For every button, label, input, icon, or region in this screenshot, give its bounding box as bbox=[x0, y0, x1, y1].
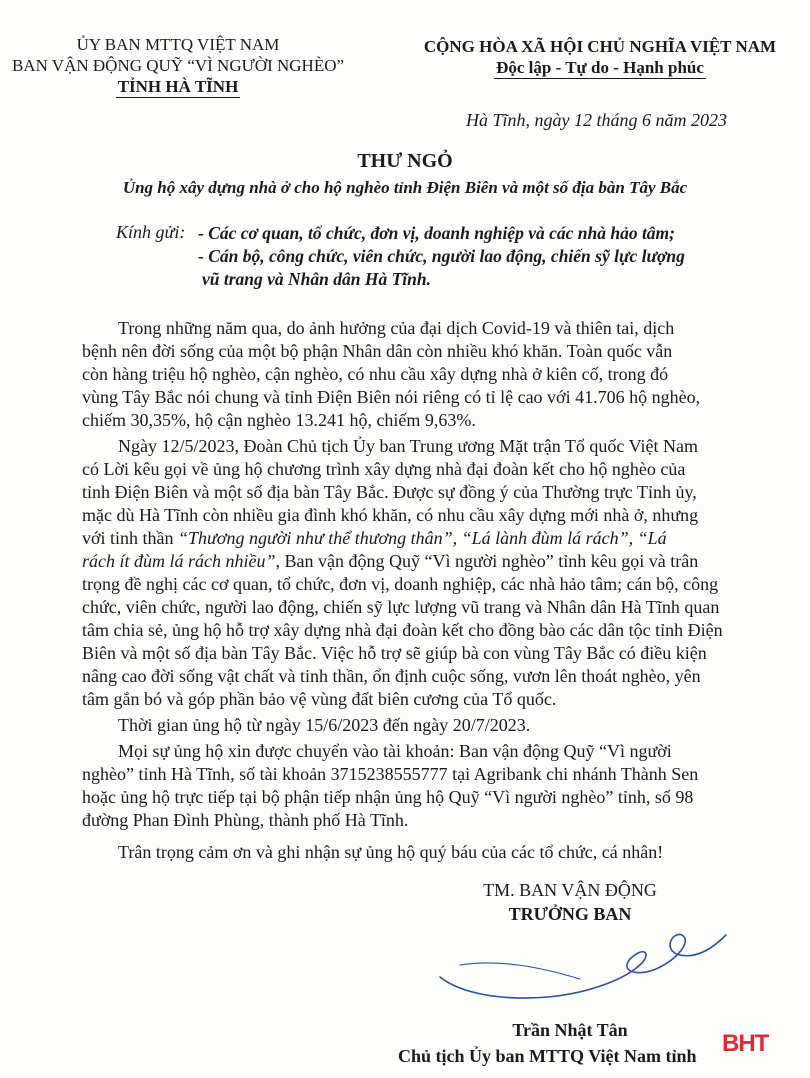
place-date: Hà Tĩnh, ngày 12 tháng 6 năm 2023 bbox=[466, 110, 727, 130]
p2-line-8: chức, viên chức, người lao động, chiến sỹ lực lượng vũ trang và Nhân dân Hà Tĩnh quan bbox=[82, 597, 720, 617]
p1-line-1: Trong những năm qua, do ảnh hưởng của đại dịch Covid-19 và thiên tai, dịch bbox=[118, 318, 675, 338]
national-motto-subtitle: Độc lập - Tự do - Hạnh phúc bbox=[496, 58, 704, 77]
signature-title: TRƯỞNG BAN bbox=[508, 904, 632, 924]
signer-position: Chủ tịch Ủy ban MTTQ Việt Nam tỉnh bbox=[398, 1046, 697, 1066]
paragraph-1 bbox=[82, 317, 772, 432]
issuer-line-1: ỦY BAN MTTQ VIỆT NAM bbox=[76, 35, 280, 54]
recipients-list bbox=[198, 222, 685, 291]
national-header bbox=[390, 36, 810, 79]
bht-watermark-logo bbox=[722, 1030, 768, 1058]
paragraph-5 bbox=[82, 841, 772, 864]
p4-line-2: nghèo” tỉnh Hà Tĩnh, số tài khoản 3715238555777 tại Agribank chi nhánh Thành Sen bbox=[82, 764, 699, 784]
p3-line-1: Thời gian ủng hộ từ ngày 15/6/2023 đến ngày 20/7/2023. bbox=[118, 715, 531, 735]
p4-line-4: đường Phan Đình Phùng, thành phố Hà Tĩnh. bbox=[82, 810, 409, 830]
p2-line-6 bbox=[82, 551, 698, 571]
signature-block bbox=[420, 878, 720, 926]
watermark-text: BHT bbox=[722, 1030, 769, 1057]
p2-line-3: tỉnh Điện Biên và một số địa bàn Tây Bắc. Được sự đồng ý của Thường trực Tỉnh ủy, bbox=[82, 482, 697, 502]
p2-line-11: nâng cao đời sống vật chất và tinh thần, ổn định cuộc sống, vươn lên thoát nghèo, yên bbox=[82, 666, 701, 686]
p2-line-4: mặc dù Hà Tĩnh còn nhiều gia đình khó khăn, có nhu cầu xây dựng mới nhà ở, nhưng bbox=[82, 505, 699, 525]
p1-line-4: vùng Tây Bắc nói chung và tỉnh Điện Biên nói riêng có tỉ lệ cao với 41.706 hộ nghèo, bbox=[82, 387, 701, 407]
issuer-line-2: BAN VẬN ĐỘNG QUỸ “VÌ NGƯỜI NGHÈO” bbox=[11, 56, 345, 75]
p2-line-5-quote: “Thương người như thể thương thân”, “Lá lành đùm lá rách”, “Lá bbox=[178, 528, 667, 548]
p4-line-3: hoặc ủng hộ trực tiếp tại bộ phận tiếp nhận ủng hộ Quỹ “Vì người nghèo” tỉnh, số 98 bbox=[82, 787, 694, 807]
p2-line-7: trọng đề nghị các cơ quan, tổ chức, đơn vị, doanh nghiệp, các nhà hảo tâm; cán bộ, công bbox=[82, 574, 719, 594]
handwritten-signature bbox=[430, 925, 730, 1015]
recipients-label: Kính gửi: bbox=[116, 222, 186, 242]
paragraph-3 bbox=[82, 714, 772, 737]
p2-line-9: tâm chia sẻ, ủng hộ hỗ trợ xây dựng nhà đại đoàn kết cho đồng bào các dân tộc tỉnh Điện bbox=[82, 620, 723, 640]
paragraph-2 bbox=[82, 435, 772, 711]
document-subtitle: Ủng hộ xây dựng nhà ở cho hộ nghèo tỉnh Điện Biên và một số địa bàn Tây Bắc bbox=[122, 178, 688, 197]
p2-line-6-quote: rách ít đùm lá rách nhiều” bbox=[82, 551, 276, 571]
p1-line-2: bệnh nên đời sống của một bộ phận Nhân dân còn nhiều khó khăn. Toàn quốc vẫn bbox=[82, 341, 673, 361]
issuer-line-3: TỈNH HÀ TĨNH bbox=[117, 77, 239, 96]
national-motto-title: CỘNG HÒA XÃ HỘI CHỦ NGHĨA VIỆT NAM bbox=[423, 37, 777, 56]
recipient-line-3: vũ trang và Nhân dân Hà Tĩnh. bbox=[202, 269, 432, 289]
p2-line-2: có Lời kêu gọi về ủng hộ chương trình xây dựng nhà đại đoàn kết cho hộ nghèo của bbox=[82, 459, 686, 479]
recipient-line-2: - Cán bộ, công chức, viên chức, người lao động, chiến sỹ lực lượng bbox=[198, 246, 685, 266]
p2-line-5-prefix: với tinh thần bbox=[82, 528, 179, 548]
signer-name: Trần Nhật Tân bbox=[512, 1020, 628, 1040]
p2-line-6-rest: , Ban vận động Quỹ “Vì người nghèo” tỉnh kêu gọi và trân bbox=[275, 551, 699, 571]
p4-line-1: Mọi sự ủng hộ xin được chuyển vào tài khoản: Ban vận động Quỹ “Vì người bbox=[118, 741, 672, 761]
document-title: THƯ NGỎ bbox=[357, 150, 453, 172]
p2-line-12: tâm gắn bó và góp phần bảo vệ vùng đất biên cương của Tổ quốc. bbox=[82, 689, 557, 709]
recipient-line-1: - Các cơ quan, tổ chức, đơn vị, doanh nghiệp và các nhà hảo tâm; bbox=[198, 223, 675, 243]
p5-line-1: Trân trọng cảm ơn và ghi nhận sự ủng hộ quý báu của các tổ chức, cá nhân! bbox=[118, 842, 664, 862]
signature-org: TM. BAN VẬN ĐỘNG bbox=[483, 880, 657, 900]
letter-body bbox=[82, 317, 772, 864]
p2-line-1: Ngày 12/5/2023, Đoàn Chủ tịch Ủy ban Trung ương Mặt trận Tổ quốc Việt Nam bbox=[118, 436, 698, 456]
p1-line-3: còn hàng triệu hộ nghèo, cận nghèo, có nhu cầu xây dựng nhà ở kiên cố, trong đó bbox=[82, 364, 669, 384]
p2-line-10: Biên và một số địa bàn Tây Bắc. Việc hỗ trợ sẽ giúp bà con vùng Tây Bắc có điều kiện bbox=[82, 643, 707, 663]
p1-line-5: chiếm 30,35%, hộ cận nghèo 13.241 hộ, chiếm 9,63%. bbox=[82, 410, 476, 430]
p2-line-5 bbox=[82, 528, 667, 548]
paragraph-4 bbox=[82, 740, 772, 832]
issuer-header bbox=[0, 34, 356, 98]
